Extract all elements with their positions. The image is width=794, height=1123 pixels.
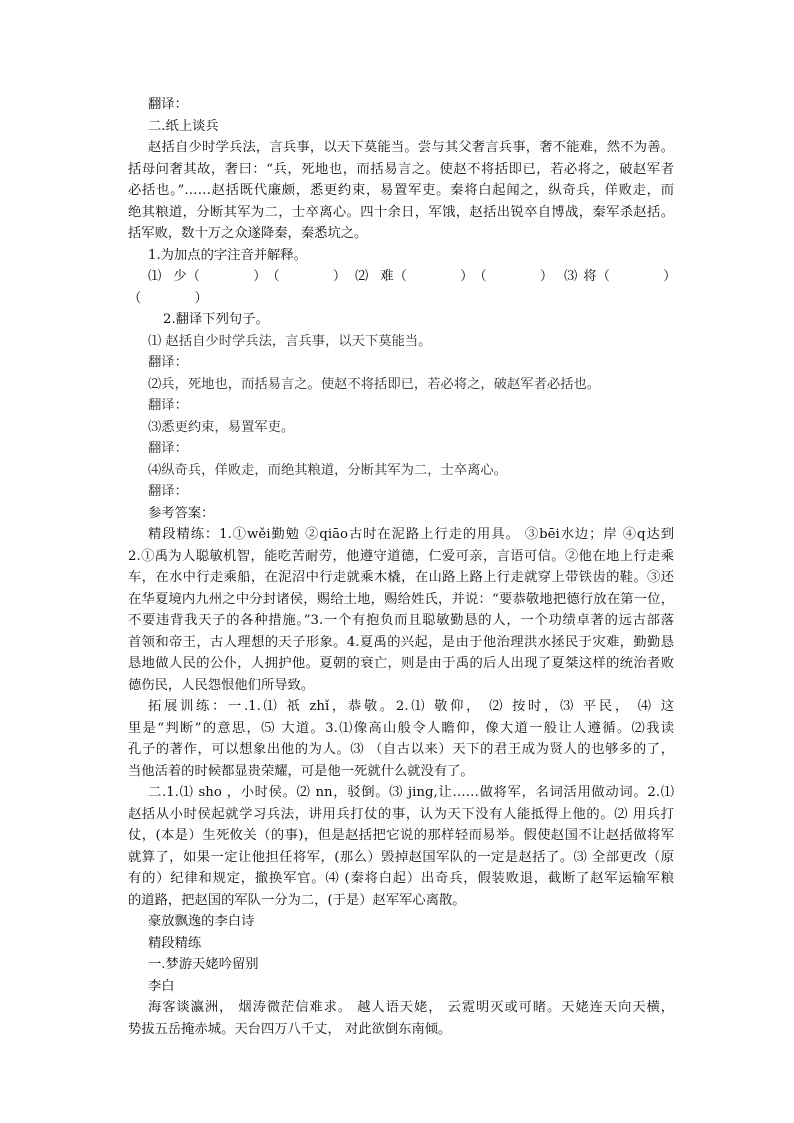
passage-line: 必括也。”……赵括既代廉颇，悉更约束，易置军吏。秦将白起闻之，纵奇兵，佯败走，而 — [128, 183, 674, 198]
answer-line: 二.1.⑴ sho ，小时侯。⑵ nn，驳倒。⑶ jing,让……做将军，名词活用做动词。2.⑴ — [148, 785, 674, 800]
answer-line: 精段精练：1.①wěi勤勉 ②qiāo古时在泥路上行走的用具。 ③bēi水边；岸 ④q达到 — [148, 527, 674, 542]
translation-label: 翻译： — [148, 441, 188, 456]
answer-blank: （ ） — [393, 269, 474, 284]
answer-line: 车，在水中行走乘船，在泥沼中行走就乘木橇，在山路上路上行走就穿上带铁齿的鞋。③还 — [128, 570, 674, 585]
item-number: ⑴ — [148, 269, 162, 284]
answer-line: 就算了，如果一定让他担任将军，(那么）毁掉赵国军队的一定是赵括了。⑶ 全部更改（原 — [128, 849, 674, 865]
exercise-prompt: 1.为加点的字注音并解释。 — [148, 247, 307, 263]
answer-line: 仗，(本是）生死攸关（的事)，但是赵括把它说的那样轻而易举。假使赵国不让赵括做将军 — [128, 828, 674, 843]
answer-line: 恳地做人民的公仆，人拥护他。夏朝的衰亡，则是由于禹的后人出现了夏桀这样的统治者败 — [128, 656, 674, 671]
exercise-sentence: ⑷纵奇兵，佯败走，而绝其粮道，分断其军为二，士卒离心。 — [148, 462, 508, 478]
item-number: ⑵ — [355, 269, 369, 284]
poem-line: 势拔五岳掩赤城。天台四万八千丈， 对此欲倒东南倾。 — [128, 1021, 452, 1037]
section-title: 二.纸上谈兵 — [148, 118, 219, 134]
exercise-sentence: ⑴ 赵括自少时学兵法，言兵事，以天下莫能当。 — [148, 333, 432, 349]
translation-label: 翻译： — [148, 355, 188, 370]
item-char: 难 — [380, 269, 394, 284]
answer-line: 2.①禹为人聪敏机智，能吃苦耐劳，他遵守道德，仁爱可亲，言语可信。②他在地上行走乘 — [128, 548, 674, 564]
exercise-sentence: ⑶悉更约束，易置军吏。 — [148, 419, 295, 435]
poem-author: 李白 — [148, 978, 175, 994]
answer-line: 赵括从小时侯起就学习兵法，讲用兵打仗的事，认为天下没有人能抵得上他的。⑵ 用兵打 — [128, 806, 674, 822]
translation-label: 翻译： — [148, 97, 188, 112]
answer-line: 首领和帝王，古人理想的天子形象。4.夏禹的兴起，是由于他治理洪水拯民于灾难，勤勤恳 — [128, 634, 674, 650]
document-page — [128, 94, 677, 1040]
answer-line: 当他活着的时候都显贵荣耀，可是他一死就什么就没有了。 — [128, 763, 474, 779]
answer-blank: （ ） — [266, 269, 347, 284]
answer-blank: （ ） — [186, 269, 267, 284]
translation-label: 翻译： — [148, 398, 188, 413]
passage-line: 括军败，数十万之众遂降秦，秦悉坑之。 — [128, 226, 368, 241]
exercise-sentence: ⑵兵，死地也，而括易言之。使赵不将括即已，若必将之，破赵军者必括也。 — [148, 376, 601, 392]
passage-line: 赵括自少时学兵法，言兵事，以天下莫能当。尝与其父奢言兵事，奢不能难，然不为善。 — [148, 140, 674, 155]
answer-line: 孔子的著作，可以想象出他的为人。⑶ （自古以来）天下的君王成为贤人的也够多的了， — [128, 742, 674, 757]
answer-line: 不要违背我天子的各种措施。”3.一个有抱负而且聪敏勤恳的人，一个功绩卓著的远古部落 — [128, 613, 674, 628]
answer-line: 有的）纪律和规定，撤换军官。⑷ (秦将白起）出奇兵，假装败退，截断了赵军运输军粮 — [128, 871, 674, 886]
passage-line: 绝其粮道，分断其军为二，士卒离心。四十余日，军饿，赵括出锐卒自博战，秦军杀赵括。 — [128, 204, 674, 220]
item-char: 少 — [173, 269, 187, 284]
passage-line: 括母问奢其故，奢曰：“兵，死地也，而括易言之。使赵不将括即已，若必将之，破赵军者 — [128, 161, 674, 177]
answer-line: 的道路，把赵国的军队一分为二，(于是）赵军军心离散。 — [128, 892, 466, 908]
poem-line: 海客谈瀛洲， 烟涛微茫信难求。 越人语天姥， 云霓明灭或可睹。天姥连天向天横， — [148, 1000, 674, 1015]
answer-line: 德伤民，人民怨恨他们所导致。 — [128, 677, 315, 693]
answer-line: 在华夏境内九州之中分封诸侯，赐给土地，赐给姓氏，并说：“要恭敬地把德行放在第一位， — [128, 591, 674, 607]
section-subtitle: 精段精练 — [148, 935, 202, 951]
item-number: ⑶ — [564, 269, 578, 284]
answer-line: 拓展训练：一.1.⑴ 祇 zhǐ，恭敬。2.⑴ 敬仰， ⑵ 按时，⑶ 平民， ⑷ 这 — [148, 699, 674, 714]
translation-label: 翻译： — [148, 484, 188, 499]
answer-line: 里是“判断”的意思，⑸ 大道。3.⑴像高山般令人瞻仰，像大道一般让人遵循。⑵我读 — [128, 720, 674, 736]
exercise-item — [148, 266, 346, 288]
item-char: 将 — [583, 269, 597, 284]
exercise-blanks-row — [128, 266, 677, 288]
exercise-prompt: 2.翻译下列句子。 — [163, 312, 269, 327]
answer-blank-overflow: （ ） — [128, 290, 208, 306]
exercise-item — [355, 266, 553, 288]
section-title: 豪放飘逸的李白诗 — [148, 914, 255, 929]
answer-blank: （ ） — [596, 269, 677, 284]
answers-heading: 参考答案： — [148, 505, 215, 521]
poem-title: 一.梦游天姥吟留别 — [148, 957, 259, 972]
answer-blank: （ ） — [473, 269, 554, 284]
exercise-item — [564, 266, 676, 288]
